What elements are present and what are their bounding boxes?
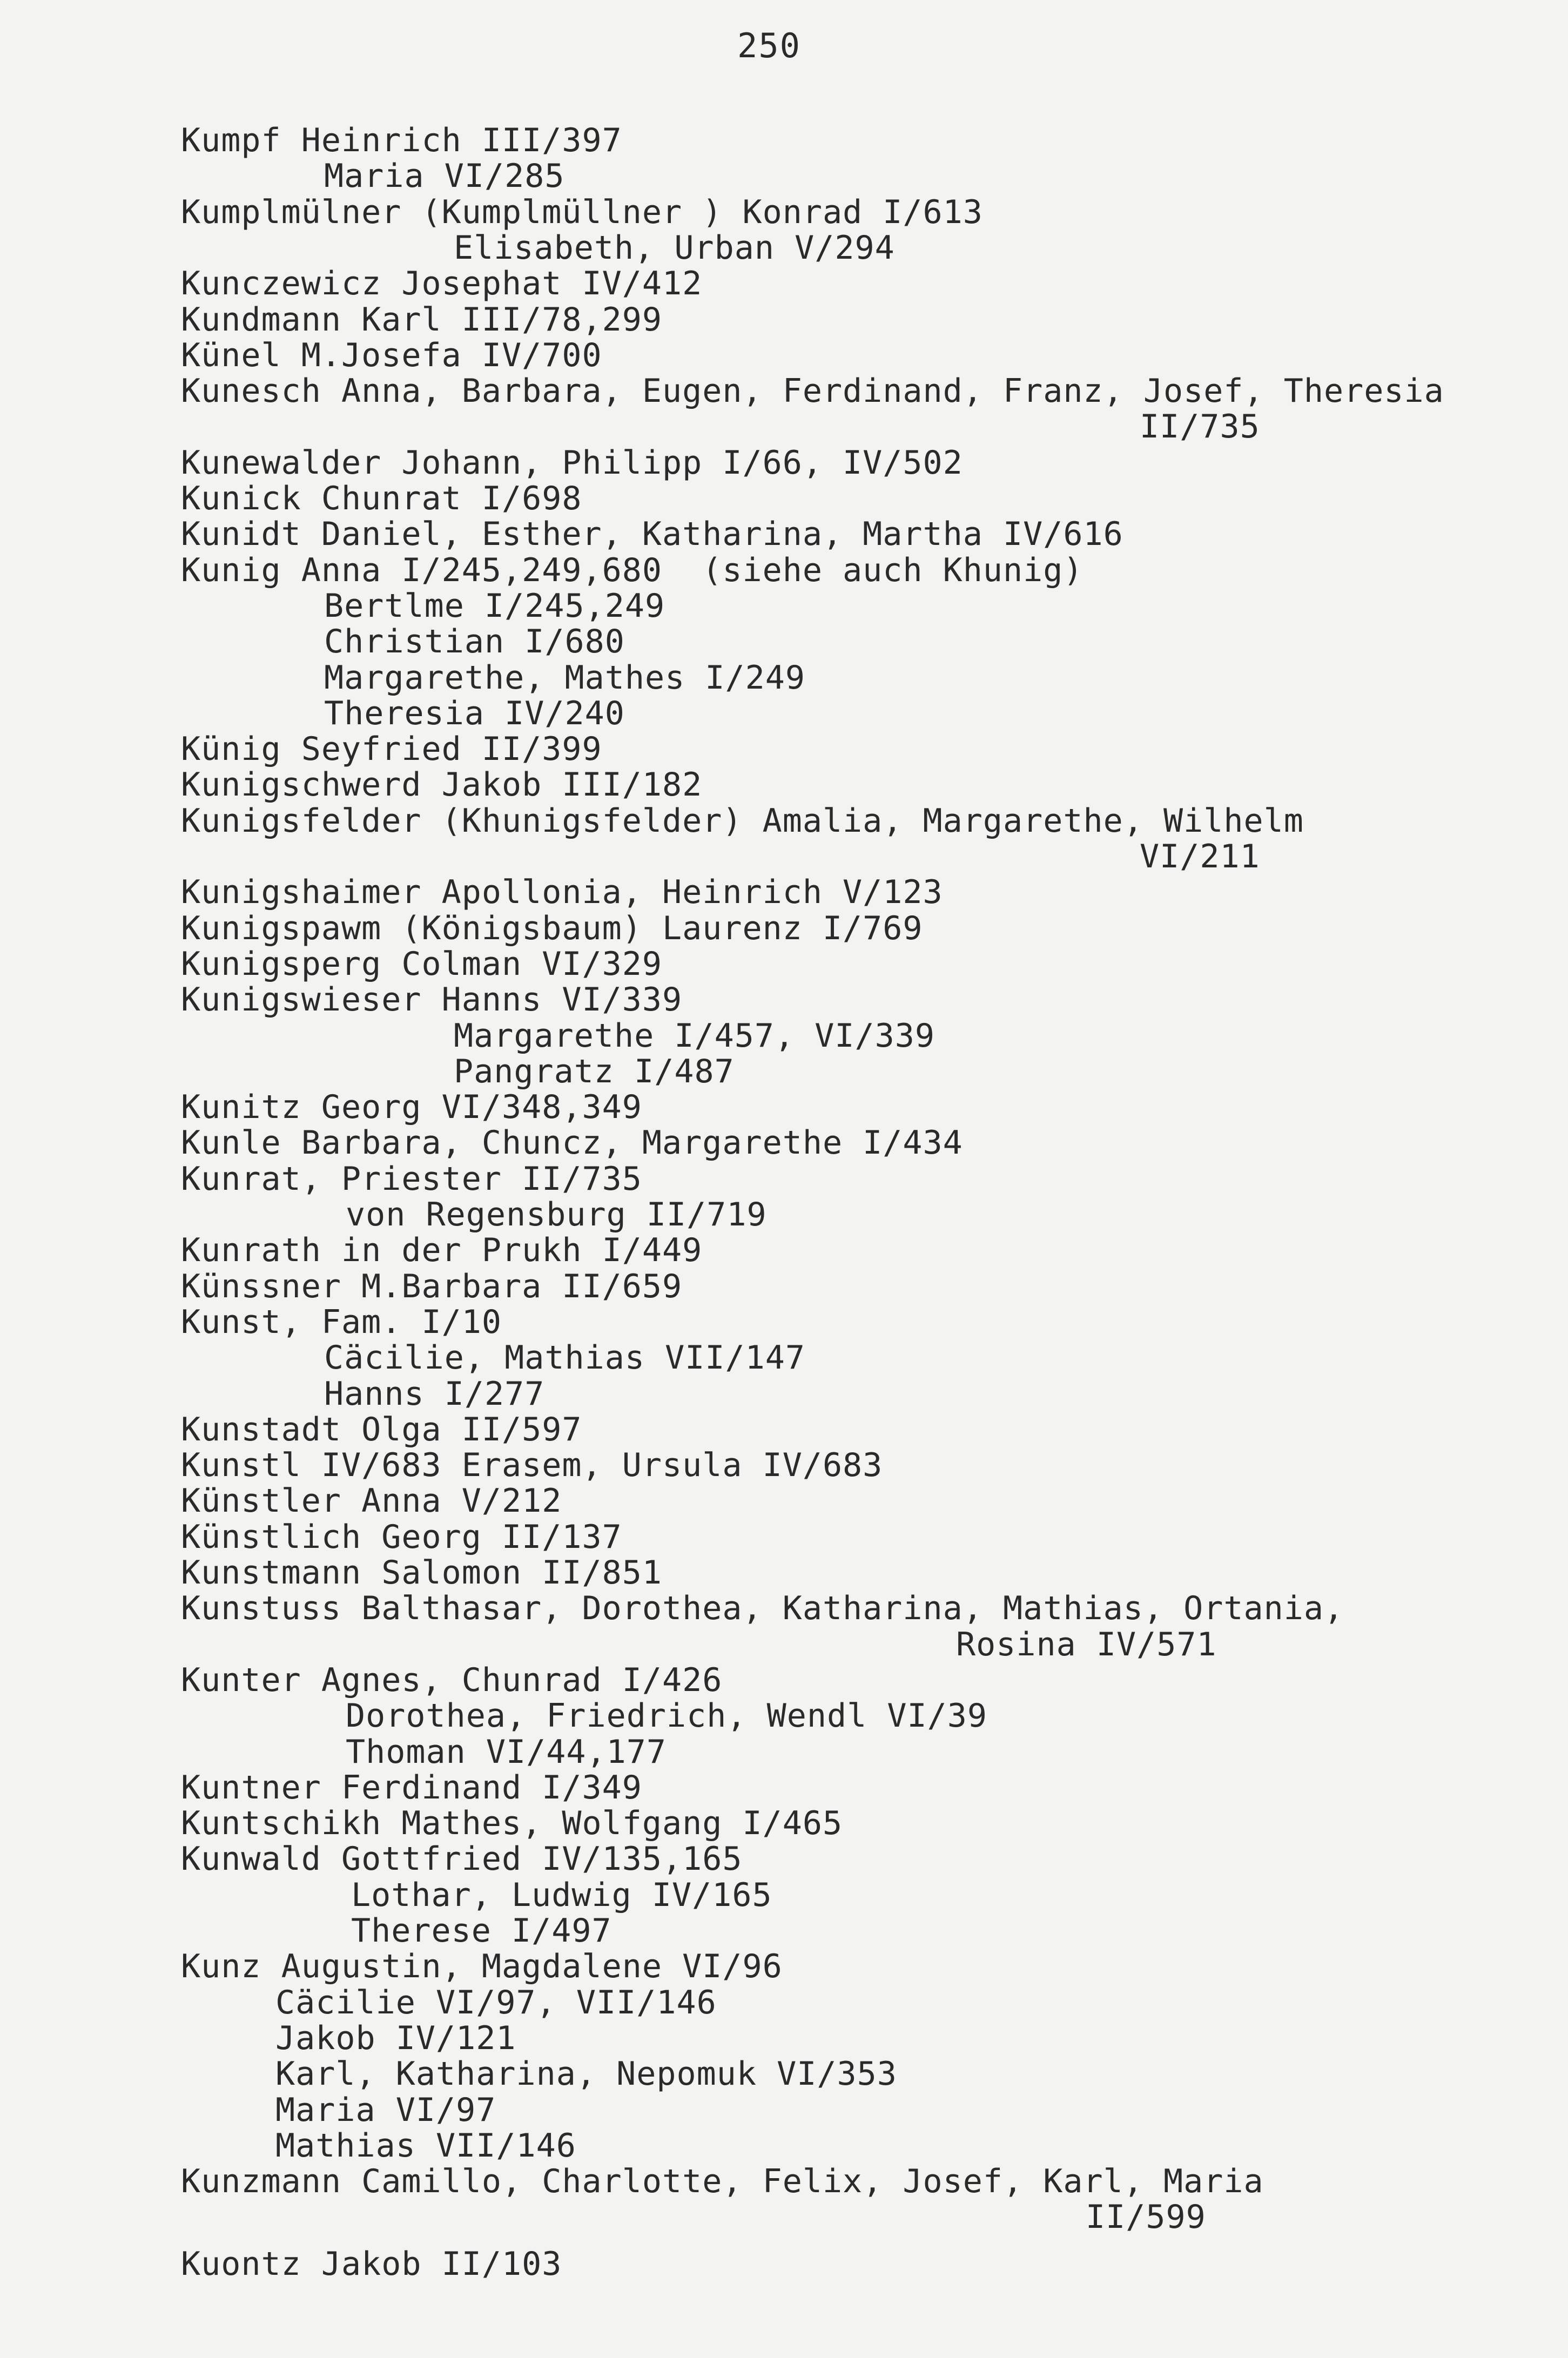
index-entry-continuation: Dorothea, Friedrich, Wendl VI/39 xyxy=(346,1697,987,1735)
index-entry: Kuntschikh Mathes, Wolfgang I/465 xyxy=(181,1804,843,1842)
index-entry: Kunwald Gottfried IV/135,165 xyxy=(181,1840,743,1878)
index-entry: Kunigsperg Colman VI/329 xyxy=(181,945,662,983)
index-entry-continuation: VI/211 xyxy=(1140,838,1260,875)
index-entry: Kunigsfelder (Khunigsfelder) Amalia, Margarethe, Wilhelm xyxy=(181,802,1304,840)
index-entry: Kunzmann Camillo, Charlotte, Felix, Josef, Karl, Maria xyxy=(181,2162,1264,2200)
index-entry: Kunczewicz Josephat IV/412 xyxy=(181,265,703,302)
index-entry: Kunigschwerd Jakob III/182 xyxy=(181,766,703,804)
index-entry: Kunesch Anna, Barbara, Eugen, Ferdinand, Franz, Josef, Theresia xyxy=(181,372,1444,410)
index-entry-continuation: Cäcilie VI/97, VII/146 xyxy=(275,1984,717,2022)
index-entry: Kunidt Daniel, Esther, Katharina, Martha IV/616 xyxy=(181,515,1123,553)
index-entry-continuation: Elisabeth, Urban V/294 xyxy=(454,229,895,267)
index-entry: Kunrat, Priester II/735 xyxy=(181,1160,642,1198)
index-entry: Kunter Agnes, Chunrad I/426 xyxy=(181,1661,723,1699)
index-entry: Künig Seyfried II/399 xyxy=(181,730,602,768)
index-entry: Kumpf Heinrich III/397 xyxy=(181,122,622,159)
index-entry-continuation: Margarethe I/457, VI/339 xyxy=(454,1017,935,1055)
index-entry-continuation: von Regensburg II/719 xyxy=(346,1196,767,1234)
index-entry-continuation: Maria VI/97 xyxy=(275,2091,496,2129)
index-entry: Kuontz Jakob II/103 xyxy=(181,2245,562,2283)
index-entry-continuation: Maria VI/285 xyxy=(324,157,565,195)
index-entry: Kunle Barbara, Chuncz, Margarethe I/434 xyxy=(181,1124,963,1162)
index-entry: Kumplmülner (Kumplmüllner ) Konrad I/613 xyxy=(181,193,983,231)
index-entry: Kundmann Karl III/78,299 xyxy=(181,301,662,339)
index-entry: Künstlich Georg II/137 xyxy=(181,1518,622,1556)
index-entry-continuation: Cäcilie, Mathias VII/147 xyxy=(324,1339,805,1377)
index-entry: Kunigswieser Hanns VI/339 xyxy=(181,981,683,1019)
index-entry-continuation: Theresia IV/240 xyxy=(324,695,625,732)
index-entry: Kunstuss Balthasar, Dorothea, Katharina, Mathias, Ortania, xyxy=(181,1589,1344,1627)
index-entry: Kunz Augustin, Magdalene VI/96 xyxy=(181,1948,783,1985)
index-entry-continuation: Therese I/497 xyxy=(351,1912,612,1950)
index-entry: Künssner M.Barbara II/659 xyxy=(181,1268,683,1305)
index-entry: Kunstl IV/683 Erasem, Ursula IV/683 xyxy=(181,1446,883,1484)
index-entry-continuation: Pangratz I/487 xyxy=(454,1053,735,1090)
index-entry: Kunitz Georg VI/348,349 xyxy=(181,1088,642,1126)
index-entry: Kunigshaimer Apollonia, Heinrich V/123 xyxy=(181,873,943,911)
index-entry-continuation: Rosina IV/571 xyxy=(956,1626,1217,1663)
index-entry: Kunst, Fam. I/10 xyxy=(181,1303,502,1341)
index-entry: Künel M.Josefa IV/700 xyxy=(181,336,602,374)
index-entry-continuation: Hanns I/277 xyxy=(324,1375,545,1413)
index-entry: Kunrath in der Prukh I/449 xyxy=(181,1231,703,1269)
index-entry-continuation: Jakob IV/121 xyxy=(275,2019,516,2057)
index-entry-continuation: II/735 xyxy=(1140,408,1260,446)
index-entry-continuation: Christian I/680 xyxy=(324,623,625,661)
index-entry-continuation: Lothar, Ludwig IV/165 xyxy=(351,1876,772,1914)
index-entry-continuation: Thoman VI/44,177 xyxy=(346,1733,667,1771)
index-entry-continuation: II/599 xyxy=(1086,2198,1206,2236)
index-entry: Kunstmann Salomon II/851 xyxy=(181,1554,662,1592)
index-entry: Kunewalder Johann, Philipp I/66, IV/502 xyxy=(181,444,963,482)
index-entry-continuation: Mathias VII/146 xyxy=(275,2127,576,2165)
index-entry: Kunick Chunrat I/698 xyxy=(181,480,582,517)
index-entry-continuation: Bertlme I/245,249 xyxy=(324,587,665,625)
page-number: 250 xyxy=(737,26,801,65)
index-entry: Kunstadt Olga II/597 xyxy=(181,1411,582,1449)
index-entry: Kunigspawm (Königsbaum) Laurenz I/769 xyxy=(181,909,923,947)
index-entry-continuation: Karl, Katharina, Nepomuk VI/353 xyxy=(275,2055,897,2093)
index-entry: Kuntner Ferdinand I/349 xyxy=(181,1769,642,1807)
index-entry: Künstler Anna V/212 xyxy=(181,1482,562,1520)
index-entry: Kunig Anna I/245,249,680 (siehe auch Khunig) xyxy=(181,551,1084,589)
index-entry-continuation: Margarethe, Mathes I/249 xyxy=(324,659,805,697)
